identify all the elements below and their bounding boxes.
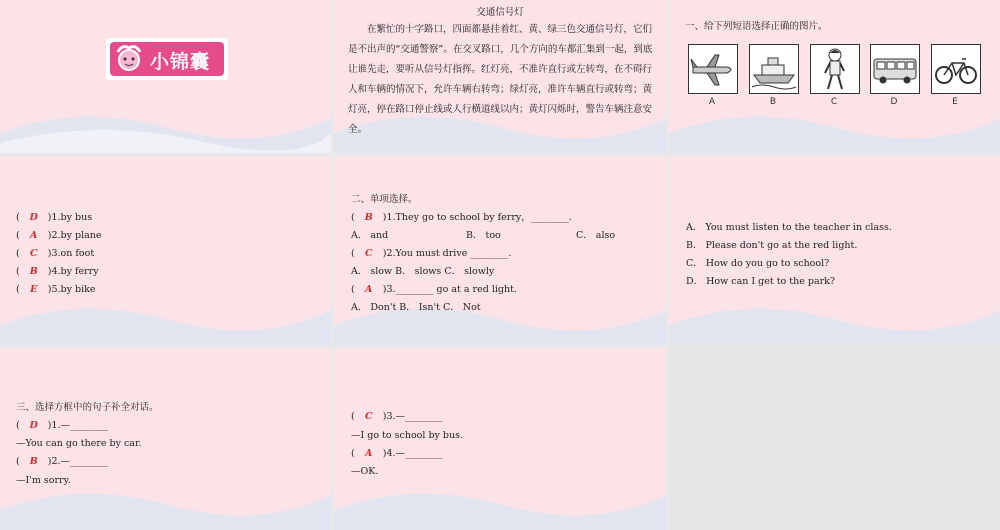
- airplane-icon[interactable]: [688, 44, 738, 94]
- option: C． also: [576, 230, 616, 241]
- slide-2[interactable]: [334, 0, 666, 153]
- answer-mark: C: [364, 248, 373, 259]
- response: —You can go there by car.: [16, 438, 142, 449]
- slide-3[interactable]: [669, 0, 1000, 153]
- response: —I go to school by bus.: [351, 430, 464, 441]
- list-item: ( E )5.by bike: [16, 281, 96, 299]
- list-item: ( B )4.by ferry: [16, 263, 99, 281]
- wave-decoration: [334, 460, 666, 530]
- wave-decoration: [0, 83, 331, 153]
- question: ( C )3.—________: [351, 408, 443, 426]
- answer-mark: B: [29, 266, 38, 277]
- answer-mark: D: [29, 420, 38, 431]
- bus-icon[interactable]: [870, 44, 920, 94]
- question-text: )3.—________: [382, 411, 444, 422]
- slide-6[interactable]: [669, 156, 1000, 345]
- picture-label: D: [890, 97, 898, 107]
- question-text: )3.________ go at a red light.: [382, 284, 517, 295]
- picture-label: C: [830, 97, 838, 107]
- slide-7[interactable]: [0, 348, 331, 530]
- answer-mark: A: [365, 284, 373, 295]
- answer-mark: B: [364, 212, 373, 223]
- choice-option: C． How do you go to school?: [686, 258, 830, 269]
- question-text: )2.—________: [47, 456, 109, 467]
- choice-option: D． How can I get to the park?: [686, 276, 835, 287]
- answer-mark: C: [29, 248, 38, 259]
- answer-mark: C: [364, 411, 373, 422]
- options-line: A． Don't B． Isn't C． Not: [351, 302, 481, 313]
- answer-mark: A: [365, 448, 373, 459]
- question: ( B )2.—________: [16, 453, 108, 471]
- cartoon-girl-icon: [112, 44, 146, 74]
- question-text: )1.They go to school by ferry，________.: [382, 212, 572, 223]
- slide-1[interactable]: [0, 0, 331, 153]
- choice-option: A． You must listen to the teacher in class.: [686, 222, 892, 233]
- ship-icon[interactable]: [749, 44, 799, 94]
- section-heading: 三、选择方框中的句子补全对话。: [16, 402, 159, 413]
- answer-mark: A: [30, 230, 38, 241]
- passage-text: 在繁忙的十字路口，四面都悬挂着红、黄、绿三色交通信号灯，它们是不出声的“交通警察”。在交叉路口，几个方向的车都汇集到一起，到底让谁先走，要听从信号灯指挥。红灯亮，不准许直行或左转弯，在不碍行人和车辆的情况下，允许车辆右转弯；绿灯亮，准许车辆直行或转弯；黄灯亮，停在路口停止线或人行横道线以内；黄灯闪烁时，警告车辆注意安全。: [348, 24, 653, 135]
- walking-boy-icon[interactable]: [810, 44, 860, 94]
- bicycle-icon[interactable]: [931, 44, 981, 94]
- question: ( A )3.________ go at a red light.: [351, 281, 517, 299]
- answer-mark: B: [29, 456, 38, 467]
- item-text: )3.on foot: [47, 248, 95, 259]
- list-item: ( C )3.on foot: [16, 245, 94, 263]
- answer-mark: D: [29, 212, 38, 223]
- logo-text: 小锦囊: [150, 51, 211, 73]
- question: ( B )1.They go to school by ferry，________.: [351, 209, 572, 227]
- answer-mark: E: [30, 284, 38, 295]
- section-heading: 二、单项选择。: [351, 194, 418, 205]
- choice-option: B． Please don't go at the red light.: [686, 240, 858, 251]
- item-text: )4.by ferry: [47, 266, 99, 277]
- slide-5[interactable]: [334, 156, 666, 345]
- question-text: )4.—________: [382, 448, 444, 459]
- option: B． too: [466, 230, 501, 241]
- item-text: )1.by bus: [47, 212, 93, 223]
- empty-slot: [669, 348, 1000, 530]
- logo-badge: [106, 38, 228, 80]
- picture-label: B: [769, 97, 777, 107]
- list-item: ( A )2.by plane: [16, 227, 102, 245]
- list-item: ( D )1.by bus: [16, 209, 92, 227]
- item-text: )5.by bike: [47, 284, 96, 295]
- slide-4[interactable]: [0, 156, 331, 345]
- option: A． and: [351, 230, 389, 241]
- picture-label: A: [708, 97, 716, 107]
- options-line: A． slow B． slows C． slowly: [351, 266, 495, 277]
- question-text: )1.—________: [47, 420, 109, 431]
- response: —I'm sorry.: [16, 475, 71, 486]
- slide-8[interactable]: [334, 348, 666, 530]
- question: ( A )4.—________: [351, 445, 443, 463]
- response: —OK.: [351, 466, 379, 477]
- section-heading: 一、给下列短语选择正确的图片。: [685, 21, 828, 32]
- item-text: )2.by plane: [47, 230, 102, 241]
- question-text: )2.You must drive ________.: [382, 248, 512, 259]
- passage-title: 交通信号灯: [476, 7, 524, 18]
- picture-label: E: [952, 97, 958, 107]
- question: ( D )1.—________: [16, 417, 108, 435]
- question: ( C )2.You must drive ________.: [351, 245, 511, 263]
